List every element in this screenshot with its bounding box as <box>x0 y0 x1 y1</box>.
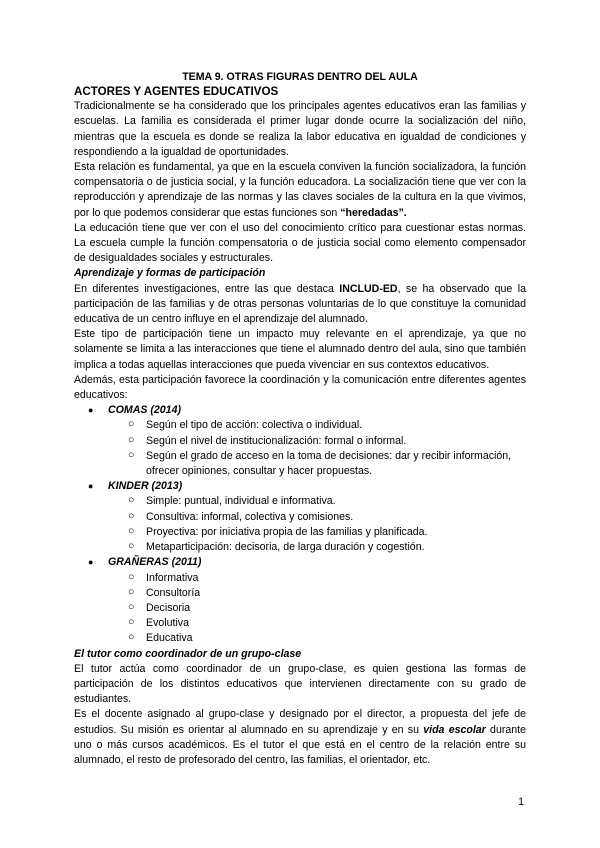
document-title: TEMA 9. OTRAS FIGURAS DENTRO DEL AULA <box>182 71 418 83</box>
paragraph: La educación tiene que ver con el uso del conocimiento crítico para cuestionar estas normas. La escuela cumple la función compensatoria o de justicia social como elemento compensador de desigualdades sociales y estructurales. <box>74 221 526 265</box>
circle-bullet-icon: ○ <box>128 448 135 461</box>
list-label: COMAS (2014) <box>108 404 181 417</box>
circle-bullet-icon: ○ <box>128 418 135 431</box>
sublist <box>108 494 526 555</box>
circle-bullet-icon: ○ <box>128 631 135 644</box>
sublist <box>108 571 526 647</box>
sublist-item: ○ Según el grado de acceso en la toma de decisiones: dar y recibir información, ofrecer opiniones, consultar y hacer propuestas. <box>128 448 512 478</box>
sublist-item: ○ Simple: puntual, individual e informativa. <box>128 494 336 508</box>
circle-bullet-icon: ○ <box>128 494 135 507</box>
document-page <box>74 70 526 768</box>
bold-term-heredadas: “heredadas” <box>340 206 404 219</box>
sublist-item: ○ Decisoria <box>128 600 191 614</box>
paragraph: El tutor actúa como coordinador de un grupo-clase, es quien gestiona las formas de participación de los distintos educativos que intervienen directamente con su grado de estudiantes. <box>74 662 526 706</box>
paragraph: Además, esta participación favorece la coordinación y la comunicación entre diferentes agentes educativos: <box>74 373 526 402</box>
sublist-item: ○ Consultoría <box>128 585 201 599</box>
sublist-item: ○ Consultiva: informal, colectiva y comisiones. <box>128 509 354 523</box>
paragraph: Es el docente asignado al grupo-clase y designado por el director, a propuesta del jefe de estudios. Su misión es orientar al alumnado en su aprendizaje y en su vida escolar durante uno o más cursos académicos. Es el tutor el que está en el centro de la relación entre su alumnado, el resto de profesorado del centro, las familias, el orientador, etc. <box>74 708 526 766</box>
list-label: GRAÑERAS (2011) <box>108 556 202 569</box>
paragraph: Esta relación es fundamental, ya que en la escuela conviven la función socializadora, la función compensatoria o de justicia social, y la función educadora. La socialización tiene que ver con la reproducción y aprendizaje de las normas y las claves sociales de la cultura en la que vivimos, por lo que podemos considerar que estas funciones son “heredadas”. <box>74 161 526 219</box>
circle-bullet-icon: ○ <box>128 600 135 613</box>
paragraph: Tradicionalmente se ha considerado que los principales agentes educativos eran las familias y escuelas. La familia es considerada el primer lugar donde ocurre la socialización del niño, mientras que la escuela es donde se realiza la labor educativa en igualdad de condiciones y respondiendo a la igualdad de oportunidades. <box>74 100 526 158</box>
bullet-icon: ● <box>88 557 94 568</box>
circle-bullet-icon: ○ <box>128 433 135 446</box>
sublist-item: ○ Según el tipo de acción: colectiva o individual. <box>128 418 363 432</box>
sublist-item: ○ Informativa <box>128 570 199 584</box>
paragraph: Este tipo de participación tiene un impacto muy relevante en el aprendizaje, ya que no solamente se limita a las interacciones que tiene el alumnado dentro del aula, sino que también implica a todas aquellas interacciones que pueda vivenciar en sus contextos educativos. <box>74 328 526 371</box>
circle-bullet-icon: ○ <box>128 616 135 629</box>
list-item-comas <box>88 403 526 479</box>
section-heading-tutor: El tutor como coordinador de un grupo-clase <box>74 647 302 660</box>
participation-list <box>74 403 526 646</box>
circle-bullet-icon: ○ <box>128 585 135 598</box>
section-heading-actores: ACTORES Y AGENTES EDUCATIVOS <box>74 85 279 99</box>
circle-bullet-icon: ○ <box>128 540 135 553</box>
list-label: KINDER (2013) <box>108 480 183 493</box>
circle-bullet-icon: ○ <box>128 570 135 583</box>
sublist-item: ○ Proyectiva: por iniciativa propia de las familias y planificada. <box>128 524 428 538</box>
bullet-icon: ● <box>88 405 94 416</box>
list-item-kinder <box>88 479 526 555</box>
bold-term-included: INCLUD-ED <box>339 282 398 295</box>
circle-bullet-icon: ○ <box>128 509 135 522</box>
sublist-item: ○ Metaparticipación: decisoria, de larga duración y cogestión. <box>128 540 425 554</box>
circle-bullet-icon: ○ <box>128 524 135 537</box>
sublist <box>108 418 526 479</box>
bold-term-vida-escolar: vida escolar <box>423 723 486 736</box>
section-heading-aprendizaje: Aprendizaje y formas de participación <box>74 267 266 280</box>
sublist-item: ○ Según el nivel de institucionalización: formal o informal. <box>128 433 407 447</box>
list-item-graneras <box>88 555 526 646</box>
bullet-icon: ● <box>88 481 94 492</box>
page-number: 1 <box>518 796 524 808</box>
sublist-item: ○ Educativa <box>128 631 193 645</box>
sublist-item: ○ Evolutiva <box>128 616 189 630</box>
paragraph: En diferentes investigaciones, entre las que destaca INCLUD-ED, se ha observado que la participación de las familias y de otras personas voluntarias de lo que constituye la comunidad educativa de un centro influye en el aprendizaje del alumnado. <box>74 282 526 326</box>
